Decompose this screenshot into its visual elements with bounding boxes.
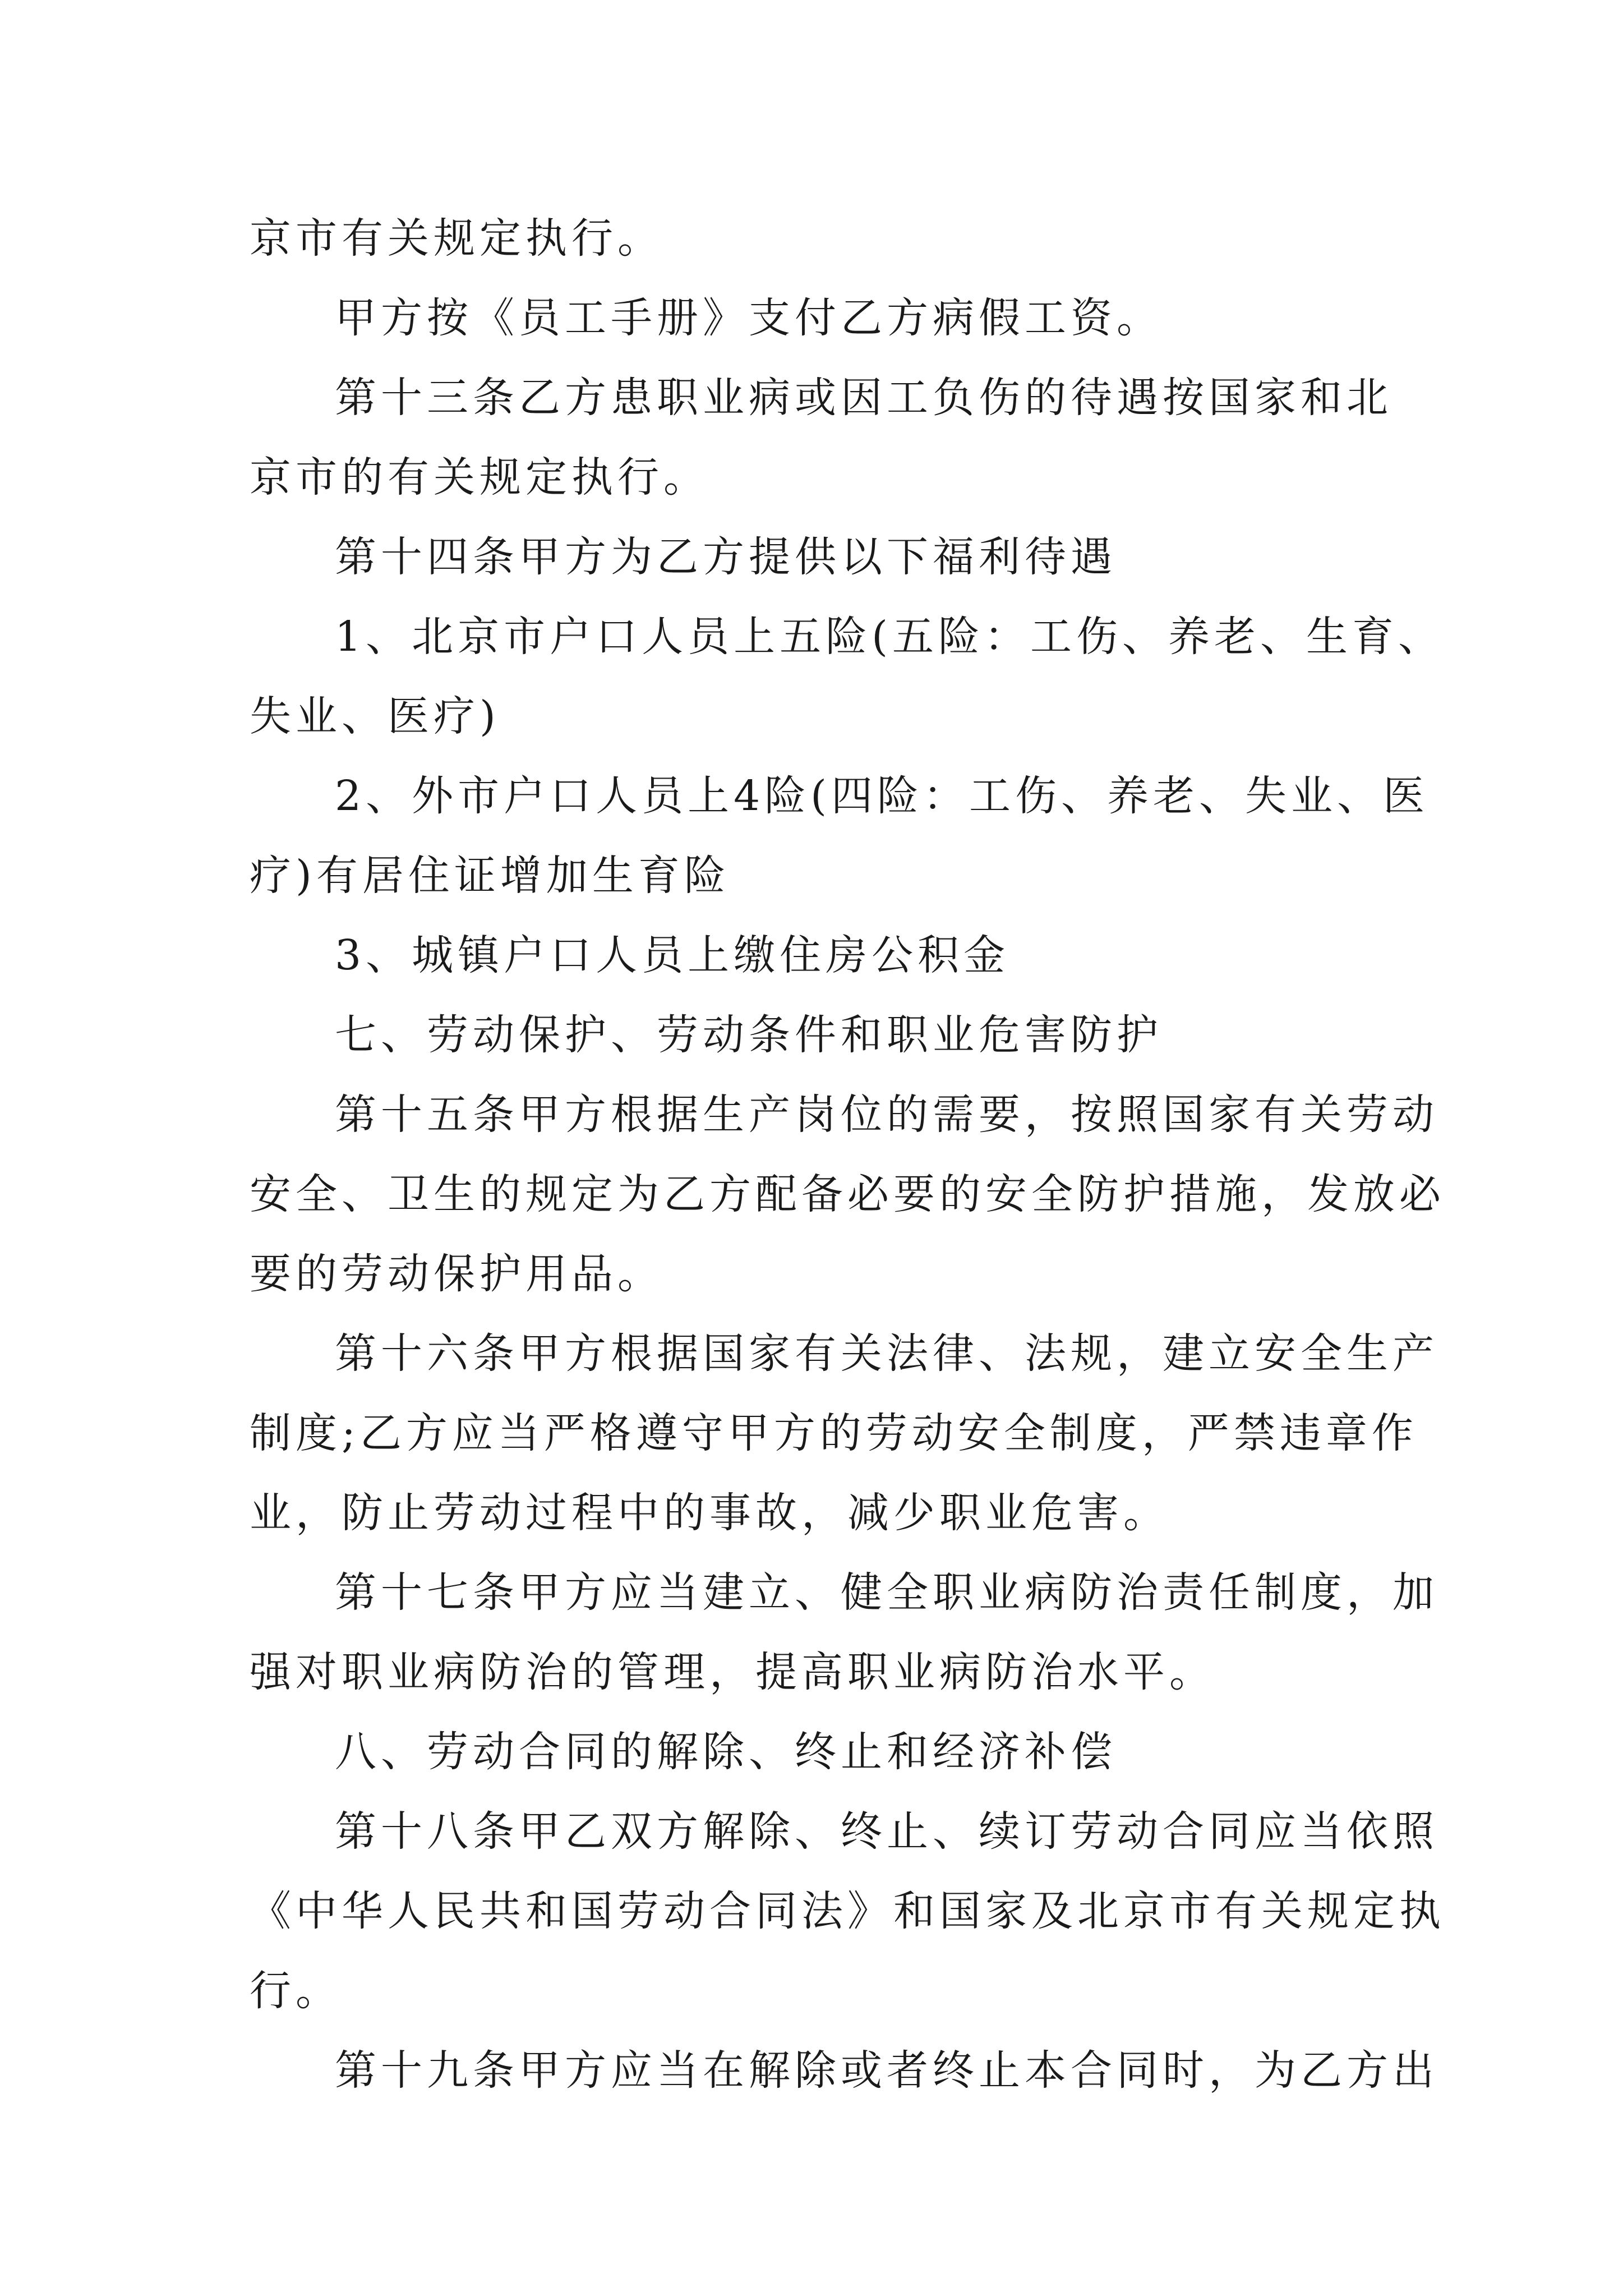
text-line: 第十六条甲方根据国家有关法律、法规，建立安全生产 — [335, 1329, 1438, 1378]
section-heading: 七、劳动保护、劳动条件和职业危害防护 — [335, 1011, 1163, 1059]
text-line: 第十八条甲乙双方解除、终止、续订劳动合同应当依照 — [335, 1807, 1438, 1856]
text-line: 京市的有关规定执行。 — [250, 453, 709, 501]
text-line: 《中华人民共和国劳动合同法》和国家及北京市有关规定执 — [250, 1887, 1445, 1935]
text-line: 第十七条甲方应当建立、健全职业病防治责任制度，加 — [335, 1568, 1438, 1617]
text-line: 第十九条甲方应当在解除或者终止本合同时，为乙方出 — [335, 2046, 1438, 2095]
document-body — [250, 199, 1445, 2110]
text-line: 1、北京市户口人员上五险(五险：工伤、养老、生育、 — [335, 613, 1444, 661]
text-line: 要的劳动保护用品。 — [250, 1250, 663, 1298]
text-line: 第十四条甲方为乙方提供以下福利待遇 — [335, 533, 1117, 581]
text-line: 京市有关规定执行。 — [250, 214, 663, 263]
text-line: 行。 — [250, 1967, 342, 2015]
text-line: 疗)有居住证增加生育险 — [250, 852, 730, 900]
text-line: 3、城镇户口人员上缴住房公积金 — [335, 931, 1010, 979]
text-line: 甲方按《员工手册》支付乙方病假工资。 — [335, 294, 1163, 342]
section-heading: 八、劳动合同的解除、终止和经济补偿 — [335, 1728, 1117, 1776]
text-line: 业，防止劳动过程中的事故，减少职业危害。 — [250, 1489, 1169, 1537]
text-line: 2、外市户口人员上4险(四险：工伤、养老、失业、医 — [335, 772, 1430, 820]
text-line: 制度;乙方应当严格遵守甲方的劳动安全制度，严禁违章作 — [250, 1409, 1418, 1457]
text-line: 失业、医疗) — [250, 692, 500, 740]
text-line: 安全、卫生的规定为乙方配备必要的安全防护措施，发放必 — [250, 1170, 1445, 1218]
text-line: 第十三条乙方患职业病或因工负伤的待遇按国家和北 — [335, 374, 1393, 422]
text-line: 第十五条甲方根据生产岗位的需要，按照国家有关劳动 — [335, 1091, 1438, 1139]
text-line: 强对职业病防治的管理，提高职业病防治水平。 — [250, 1648, 1215, 1696]
